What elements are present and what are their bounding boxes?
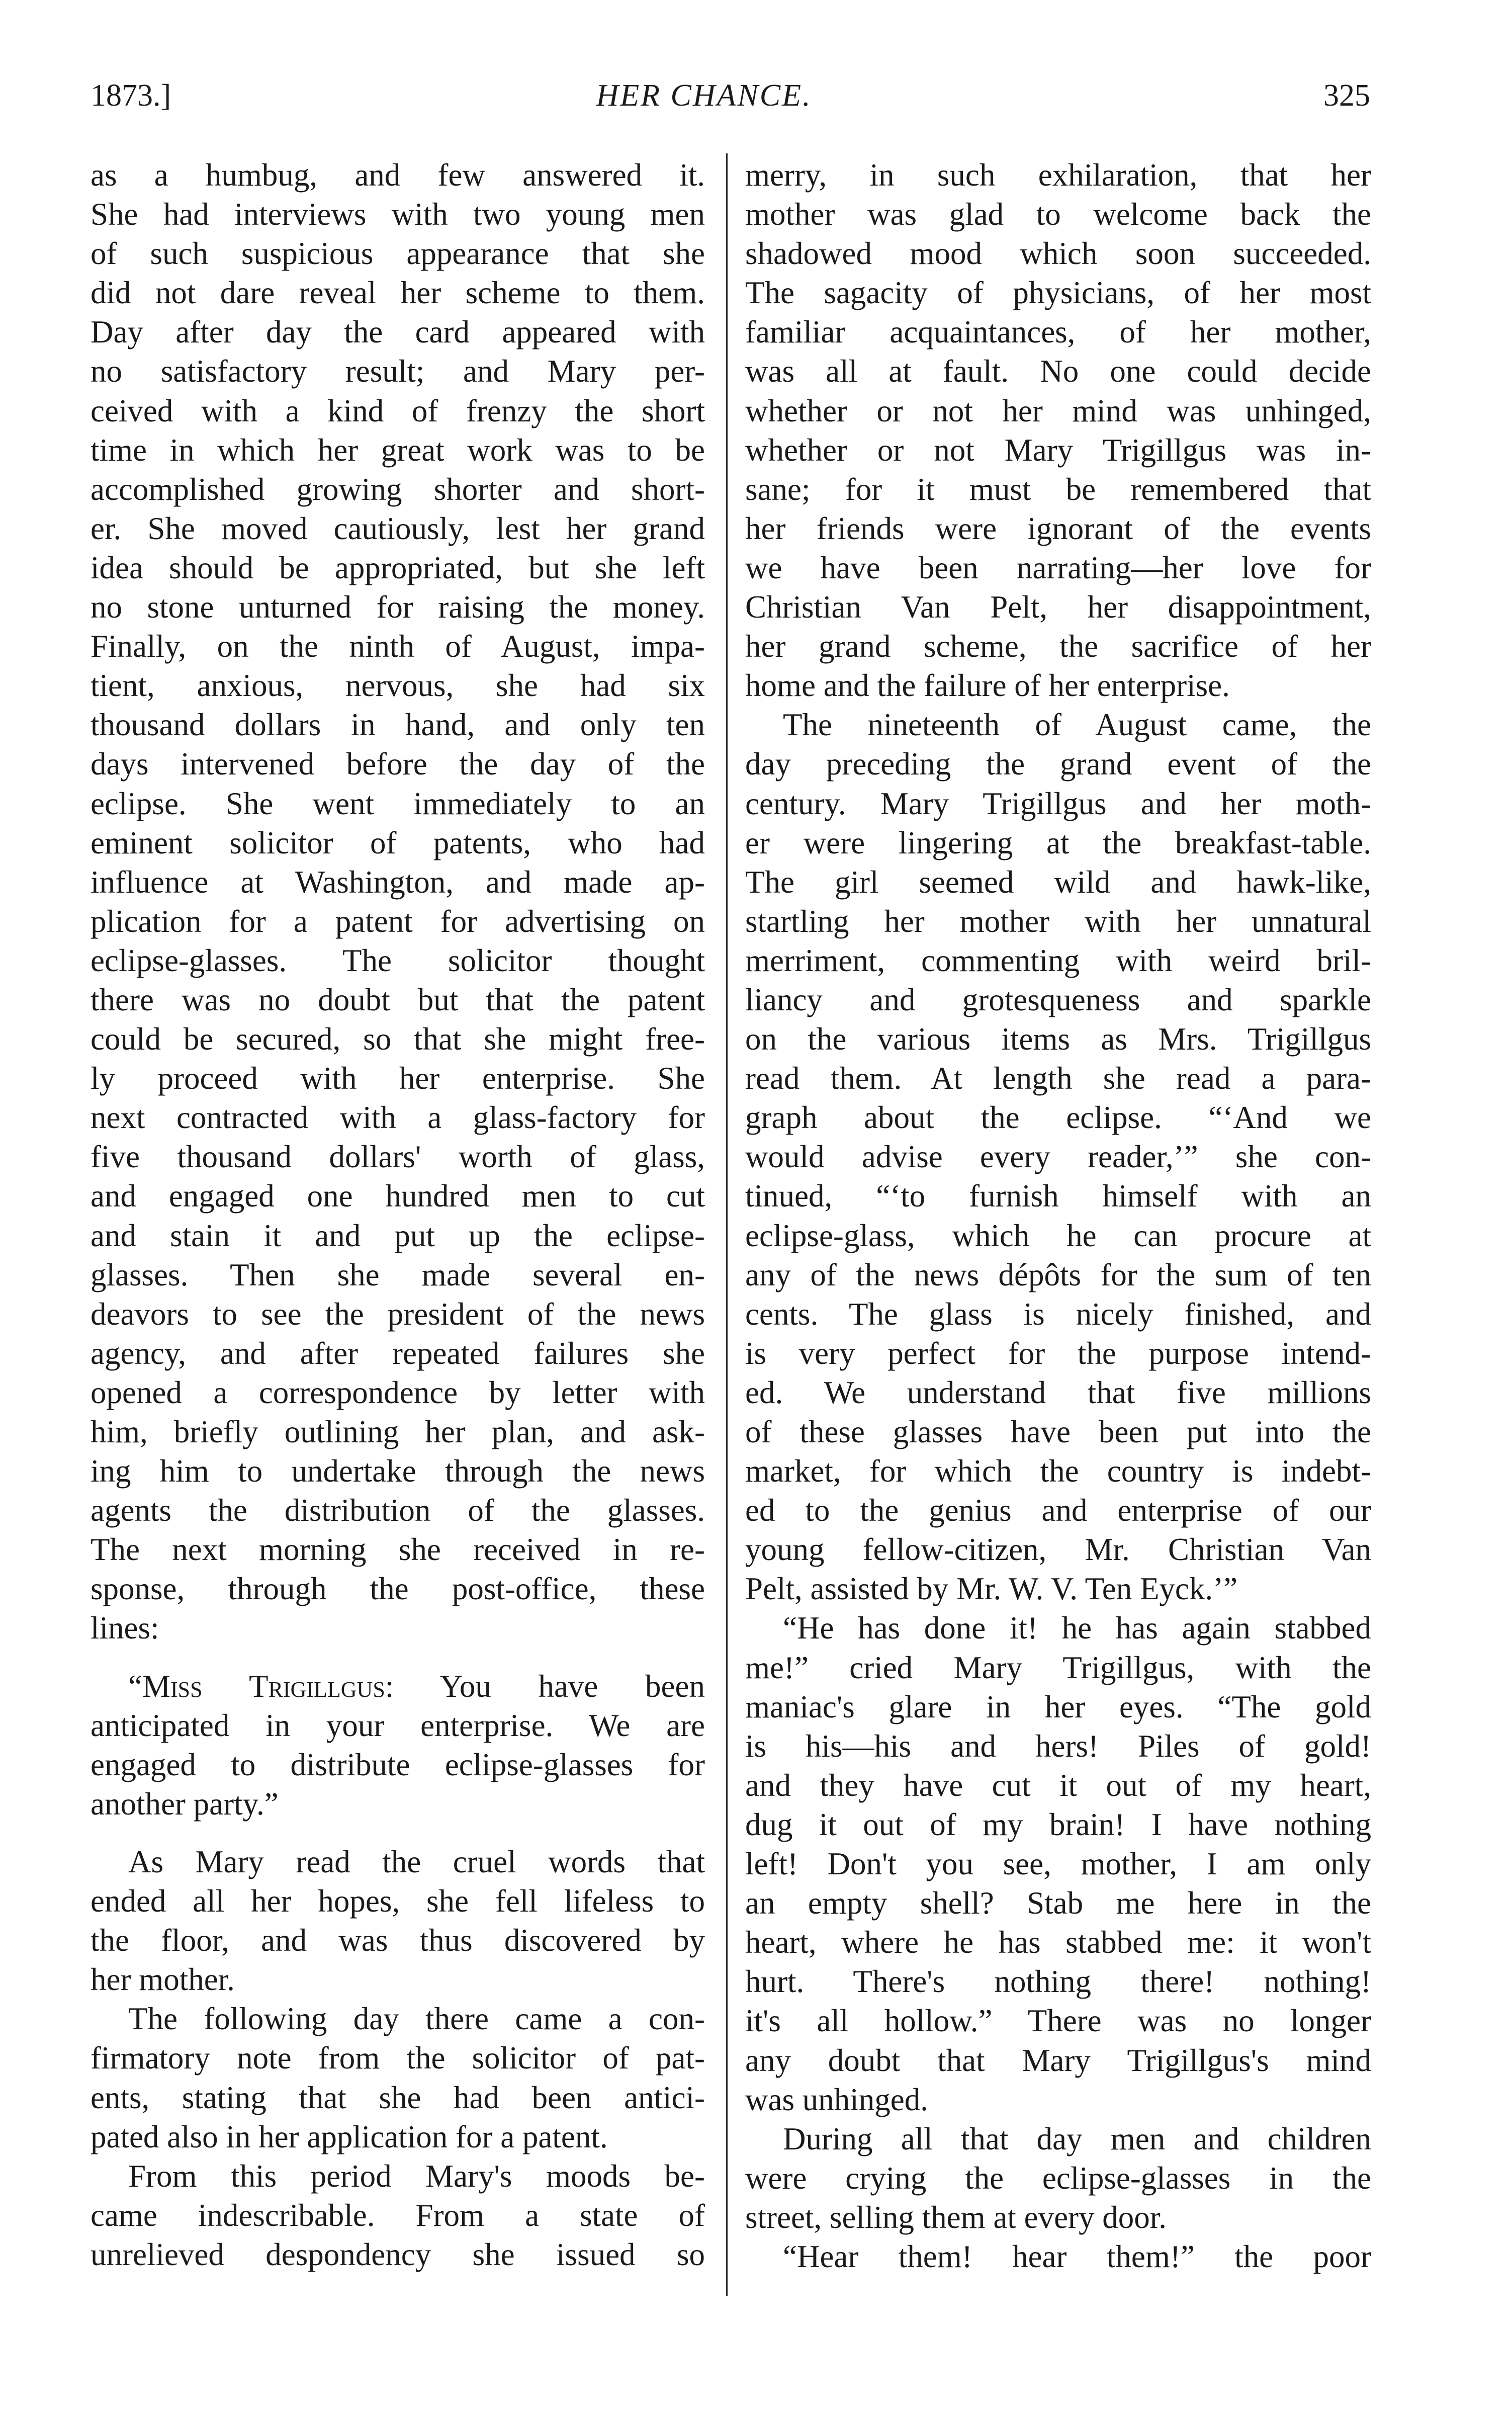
text-line: no satisfactory result; and Mary per- [91, 354, 705, 389]
text-line: Finally, on the ninth of August, impa- [91, 629, 705, 664]
text-line: any of the news dépôts for the sum of ten [745, 1257, 1371, 1292]
text-line: her friends were ignorant of the events [745, 510, 1371, 546]
text-line: thousand dollars in hand, and only ten [91, 707, 705, 743]
text-line: mother was glad to welcome back the [745, 197, 1371, 232]
text-line: tient, anxious, nervous, she had six [91, 668, 705, 704]
text-line: and stain it and put up the eclipse- [91, 1218, 705, 1253]
text-line: time in which her great work was to be [91, 432, 705, 468]
text-line: idea should be appropriated, but she left [91, 550, 705, 585]
text-line: pated also in her application for a patent. [91, 2119, 608, 2154]
paragraph [745, 705, 1371, 1608]
text-line: street, selling them at every door. [745, 2199, 1167, 2235]
text-line: anticipated in your enterprise. We are [91, 1707, 705, 1743]
text-line: She had interviews with two young men [91, 197, 705, 232]
text-line: was all at fault. No one could decide [745, 354, 1371, 389]
text-line [91, 1667, 705, 1706]
text-line: deavors to see the president of the news [91, 1296, 705, 1332]
left-text-column [91, 155, 705, 2274]
text-line: The next morning she received in re- [91, 1532, 705, 1568]
text-line: sane; for it must be remembered that [745, 471, 1371, 507]
text-line: heart, where he has stabbed me: it won't [745, 1925, 1371, 1960]
running-header-year: 1873.] [91, 78, 171, 113]
text-line: plication for a patent for advertising on [91, 903, 705, 939]
text-line: was unhinged. [745, 2082, 928, 2117]
text-line: me!” cried Mary Trigillgus, with the [745, 1650, 1371, 1685]
quoted-letter [91, 1667, 705, 1824]
text-line: were crying the eclipse-glasses in the [745, 2160, 1371, 2196]
text-line: accomplished growing shorter and short- [91, 471, 705, 507]
text-line: “Hear them! hear them!” the poor [783, 2238, 1371, 2274]
text-line: opened a correspondence by letter with [91, 1374, 705, 1410]
text-line: century. Mary Trigillgus and her moth- [745, 786, 1371, 821]
text-line: er were lingering at the breakfast-table. [745, 825, 1371, 860]
text-line: ended all her hopes, she fell lifeless to [91, 1883, 705, 1919]
text-line: glasses. Then she made several en- [91, 1257, 705, 1292]
text-line: ceived with a kind of frenzy the short [91, 393, 705, 428]
text-line: graph about the eclipse. “‘And we [745, 1100, 1371, 1136]
text-line: could be secured, so that she might free- [91, 1021, 705, 1057]
column-divider [726, 153, 728, 2296]
text-line: him, briefly outlining her plan, and ask- [91, 1414, 705, 1449]
text-line: As Mary read the cruel words that [128, 1844, 705, 1879]
text-line: Christian Van Pelt, her disappointment, [745, 589, 1371, 625]
text-line: shadowed mood which soon succeeded. [745, 236, 1371, 272]
text-line: “He has done it! he has again stabbed [783, 1610, 1371, 1646]
text-line: hurt. There's nothing there! nothing! [745, 1964, 1371, 2000]
text-line: eminent solicitor of patents, who had [91, 825, 705, 860]
text-line: her mother. [91, 1962, 235, 1998]
text-line: The girl seemed wild and hawk-like, [745, 864, 1371, 900]
text-line: read them. At length she read a para- [745, 1061, 1371, 1096]
text-line: five thousand dollars' worth of glass, [91, 1139, 705, 1175]
text-line: her grand scheme, the sacrifice of her [745, 629, 1371, 664]
text-line: and engaged one hundred men to cut [91, 1178, 705, 1214]
text-line: as a humbug, and few answered it. [91, 157, 705, 193]
open-quote: “ [128, 1668, 142, 1704]
text-line: cents. The glass is nicely finished, and [745, 1296, 1371, 1332]
text-line: familiar acquaintances, of her mother, [745, 314, 1371, 350]
text-line: is very perfect for the purpose intend- [745, 1335, 1371, 1371]
text-line: dug it out of my brain! I have nothing [745, 1806, 1371, 1842]
text-line: tinued, “‘to furnish himself with an [745, 1178, 1371, 1214]
paragraph [91, 2156, 705, 2274]
text-line: engaged to distribute eclipse-glasses for [91, 1747, 705, 1782]
text-line: unrelieved despondency she issued so [91, 2236, 705, 2272]
page-number: 325 [1323, 78, 1370, 113]
paragraph [745, 1608, 1371, 2119]
text-line: home and the failure of her enterprise. [745, 668, 1230, 704]
text-line: another party.” [91, 1786, 279, 1822]
text-line: eclipse-glass, which he can procure at [745, 1218, 1371, 1253]
text-line: merriment, commenting with weird bril- [745, 942, 1371, 978]
text-line: any doubt that Mary Trigillgus's mind [745, 2042, 1371, 2078]
text-line: liancy and grotesqueness and sparkle [745, 982, 1371, 1017]
text-line: sponse, through the post-office, these [91, 1571, 705, 1607]
text-line: of such suspicious appearance that she [91, 236, 705, 272]
text-line: came indescribable. From a state of [91, 2197, 705, 2233]
running-header-title: HER CHANCE. [596, 78, 812, 113]
paragraph [745, 2237, 1371, 2276]
text-line: The sagacity of physicians, of her most [745, 275, 1371, 311]
text-line: merry, in such exhilaration, that her [745, 157, 1371, 193]
text-line: there was no doubt but that the patent [91, 982, 705, 1017]
text-line: next contracted with a glass-factory for [91, 1100, 705, 1136]
text-line: market, for which the country is indebt- [745, 1453, 1371, 1489]
text-line: an empty shell? Stab me here in the [745, 1885, 1371, 1921]
text-line: is his—his and hers! Piles of gold! [745, 1728, 1371, 1764]
text-line: left! Don't you see, mother, I am only [745, 1846, 1371, 1882]
text-line: days intervened before the day of the [91, 746, 705, 782]
text-line: it's all hollow.” There was no longer [745, 2003, 1371, 2039]
text-line: er. She moved cautiously, lest her grand [91, 510, 705, 546]
text-line: would advise every reader,’” she con- [745, 1139, 1371, 1175]
paragraph [745, 2119, 1371, 2237]
text-line: on the various items as Mrs. Trigillgus [745, 1021, 1371, 1057]
text-line: whether or not her mind was unhinged, [745, 393, 1371, 428]
paragraph [91, 1999, 705, 2156]
text-line: ly proceed with her enterprise. She [91, 1061, 705, 1096]
text-line: The following day there came a con- [128, 2001, 705, 2037]
text-line: maniac's glare in her eyes. “The gold [745, 1689, 1371, 1724]
text-line: the floor, and was thus discovered by [91, 1923, 705, 1958]
text-line: of these glasses have been put into the [745, 1414, 1371, 1449]
text-line: eclipse. She went immediately to an [91, 786, 705, 821]
text-line: day preceding the grand event of the [745, 746, 1371, 782]
paragraph [91, 155, 705, 1648]
text-line: startling her mother with her unnatural [745, 903, 1371, 939]
text-line: agents the distribution of the glasses. [91, 1493, 705, 1528]
text-line: Day after day the card appeared with [91, 314, 705, 350]
text-line: and they have cut it out of my heart, [745, 1767, 1371, 1803]
text-line: lines: [91, 1610, 159, 1646]
text-line: During all that day men and children [783, 2121, 1371, 2156]
text-line: Pelt, assisted by Mr. W. V. Ten Eyck.’” [745, 1571, 1238, 1607]
text-line: ents, stating that she had been antici- [91, 2080, 705, 2115]
text-line: agency, and after repeated failures she [91, 1335, 705, 1371]
text-line: influence at Washington, and made ap- [91, 864, 705, 900]
text-line: firmatory note from the solicitor of pat- [91, 2040, 705, 2076]
text-line: ed to the genius and enterprise of our [745, 1493, 1371, 1528]
text-line: The nineteenth of August came, the [783, 707, 1371, 743]
text-line: young fellow-citizen, Mr. Christian Van [745, 1532, 1371, 1568]
text-line: we have been narrating—her love for [745, 550, 1371, 585]
text-line: did not dare reveal her scheme to them. [91, 275, 705, 311]
line-text: : You have been [385, 1668, 705, 1704]
right-text-column [745, 155, 1371, 2276]
addressee-small-caps: Miss Trigillgus [142, 1668, 385, 1704]
text-line: From this period Mary's moods be- [128, 2158, 705, 2194]
text-line: ed. We understand that five millions [745, 1374, 1371, 1410]
text-line: whether or not Mary Trigillgus was in- [745, 432, 1371, 468]
text-line: no stone unturned for raising the money. [91, 589, 705, 625]
text-line: eclipse-glasses. The solicitor thought [91, 942, 705, 978]
paragraph [745, 155, 1371, 705]
text-line: ing him to undertake through the news [91, 1453, 705, 1489]
paragraph [91, 1842, 705, 1999]
